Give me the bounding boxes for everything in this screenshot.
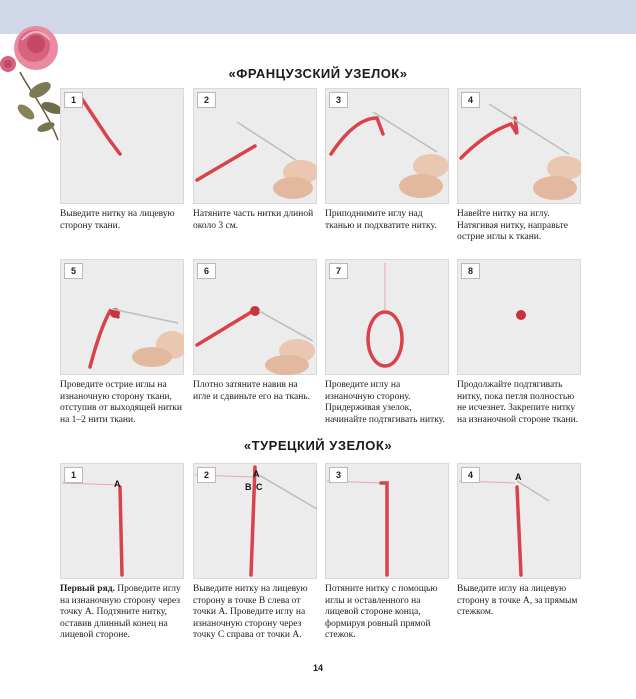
french-step-4 <box>457 88 581 244</box>
step-number: 6 <box>197 263 216 279</box>
french-step-5 <box>60 259 184 426</box>
step-photo <box>325 88 449 204</box>
step-caption: Проведите острие иглы на изнаночную сторону ткани, отступив от выходящей нитки на 1–2 нити ткани. <box>60 380 183 425</box>
step-number: 2 <box>197 92 216 108</box>
step-number: 1 <box>64 467 83 483</box>
point-label: B <box>245 482 252 492</box>
french-knot-title: «ФРАНЦУЗСКИЙ УЗЕЛОК» <box>228 66 408 81</box>
french-step-6 <box>193 259 317 403</box>
caption-text: Проведите иглу на изнаночную сторону через точку А. Подтяните нитку, оставив длинный конец на лицевой стороне. <box>60 584 181 641</box>
french-step-8 <box>457 259 581 426</box>
french-step-1 <box>60 88 184 232</box>
step-photo <box>193 88 317 204</box>
caption-bold: Первый ряд. <box>60 584 115 594</box>
step-photo <box>325 259 449 375</box>
step-caption: Выведите иглу на лицевую сторону в точке А, за прямым стежком. <box>457 584 578 618</box>
step-photo <box>457 463 581 579</box>
top-color-band <box>0 0 636 34</box>
step-number: 2 <box>197 467 216 483</box>
step-photo <box>60 259 184 375</box>
step-photo <box>60 463 184 579</box>
step-number: 5 <box>64 263 83 279</box>
step-caption: Натяните часть нитки длиной около 3 см. <box>193 209 314 231</box>
step-number: 7 <box>329 263 348 279</box>
step-photo <box>457 259 581 375</box>
step-caption: Выведите нитку на лицевую сторону в точке В слева от точки А. Проведите иглу на изнаночную сторону через точку С справа от точки А. <box>193 584 308 641</box>
point-label: A <box>253 469 260 479</box>
french-step-3 <box>325 88 449 232</box>
french-step-2 <box>193 88 317 232</box>
step-photo <box>193 463 317 579</box>
step-caption <box>60 584 184 642</box>
step-caption: Приподнимите иглу над тканью и подхватите нитку. <box>325 209 437 231</box>
step-number: 4 <box>461 467 480 483</box>
step-number: 8 <box>461 263 480 279</box>
step-caption: Проведите иглу на изнаночную сторону. Придерживая узелок, начинайте подтягивать нитку. <box>325 380 445 425</box>
step-photo <box>325 463 449 579</box>
step-caption: Плотно затяните навив на игле и сдвиньте его на ткань. <box>193 380 311 402</box>
turkish-step-4 <box>457 463 581 619</box>
step-caption: Потяните нитку с помощью иглы и оставленного на лицевой стороне конца, формируя ровный прямой стежок. <box>325 584 438 641</box>
point-label: C <box>256 482 263 492</box>
point-label: A <box>515 472 522 482</box>
step-number: 3 <box>329 467 348 483</box>
step-photo <box>60 88 184 204</box>
step-number: 1 <box>64 92 83 108</box>
step-caption: Навейте нитку на иглу. Натягивая нитку, направьте острие иглы к ткани. <box>457 209 568 243</box>
step-caption: Продолжайте подтягивать нитку, пока петля полностью не исчезнет. Закрепите нитку на изнаночной стороне ткани. <box>457 380 579 425</box>
page-number: 14 <box>312 663 323 673</box>
step-number: 3 <box>329 92 348 108</box>
step-photo <box>457 88 581 204</box>
point-label: A <box>114 479 121 489</box>
turkish-step-1 <box>60 463 184 642</box>
turkish-step-2 <box>193 463 317 642</box>
turkish-step-3 <box>325 463 449 642</box>
french-step-7 <box>325 259 449 426</box>
step-caption: Выведите нитку на лицевую сторону ткани. <box>60 209 175 231</box>
turkish-knot-title: «ТУРЕЦКИЙ УЗЕЛОК» <box>243 438 393 453</box>
step-number: 4 <box>461 92 480 108</box>
step-photo <box>193 259 317 375</box>
